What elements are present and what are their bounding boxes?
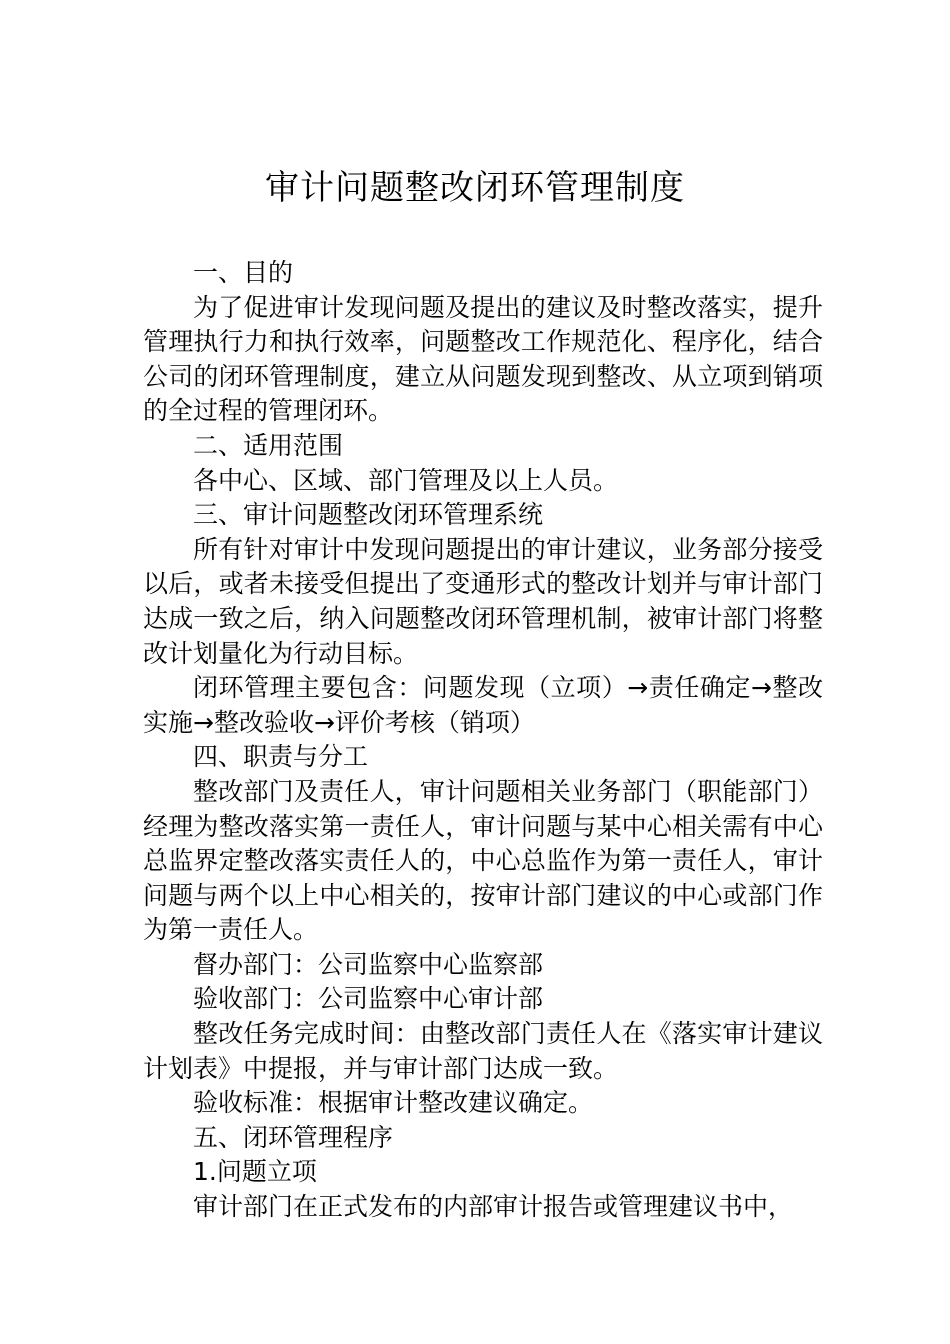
section-heading-system: 三、审计问题整改闭环管理系统 xyxy=(193,500,544,530)
paragraph-closed-loop: 闭环管理主要包含：问题发现（立项）→责任确定→整改实施→整改验收→评价考核（销项） xyxy=(143,673,823,737)
section-heading-duties: 四、职责与分工 xyxy=(193,742,369,772)
section-heading-scope: 二、适用范围 xyxy=(193,430,344,460)
subsection-heading-issue-filing: 1.问题立项 xyxy=(193,1157,317,1187)
paragraph-acceptance-dept: 验收部门：公司监察中心审计部 xyxy=(193,984,544,1014)
paragraph-supervising-dept: 督办部门：公司监察中心监察部 xyxy=(193,949,544,979)
paragraph-system: 所有针对审计中发现问题提出的审计建议，业务部分接受以后，或者未接受但提出了变通形式的整改计划并与审计部门达成一致之后，纳入问题整改闭环管理机制，被审计部门将整改计划量化为行动目标。 xyxy=(143,534,823,668)
document-body xyxy=(143,256,823,1225)
paragraph-responsible: 整改部门及责任人，审计问题相关业务部门（职能部门）经理为整改落实第一责任人，审计问题与某中心相关需有中心总监界定整改落实责任人的，中心总监作为第一责任人，审计问题与两个以上中心相关的，按审计部门建议的中心或部门作为第一责任人。 xyxy=(143,776,823,945)
paragraph-scope: 各中心、区域、部门管理及以上人员。 xyxy=(193,465,619,495)
section-heading-procedure: 五、闭环管理程序 xyxy=(193,1122,394,1152)
paragraph-issue-filing: 审计部门在正式发布的内部审计报告或管理建议书中， xyxy=(193,1192,794,1222)
paragraph-completion-time: 整改任务完成时间：由整改部门责任人在《落实审计建议计划表》中提报，并与审计部门达成一致。 xyxy=(143,1019,823,1083)
paragraph-purpose: 为了促进审计发现问题及提出的建议及时整改落实，提升管理执行力和执行效率，问题整改工作规范化、程序化，结合公司的闭环管理制度，建立从问题发现到整改、从立项到销项的全过程的管理闭环。 xyxy=(143,292,823,426)
section-heading-purpose: 一、目的 xyxy=(193,258,294,287)
paragraph-acceptance-standard: 验收标准：根据审计整改建议确定。 xyxy=(193,1088,594,1118)
document-title: 审计问题整改闭环管理制度 xyxy=(265,168,685,208)
